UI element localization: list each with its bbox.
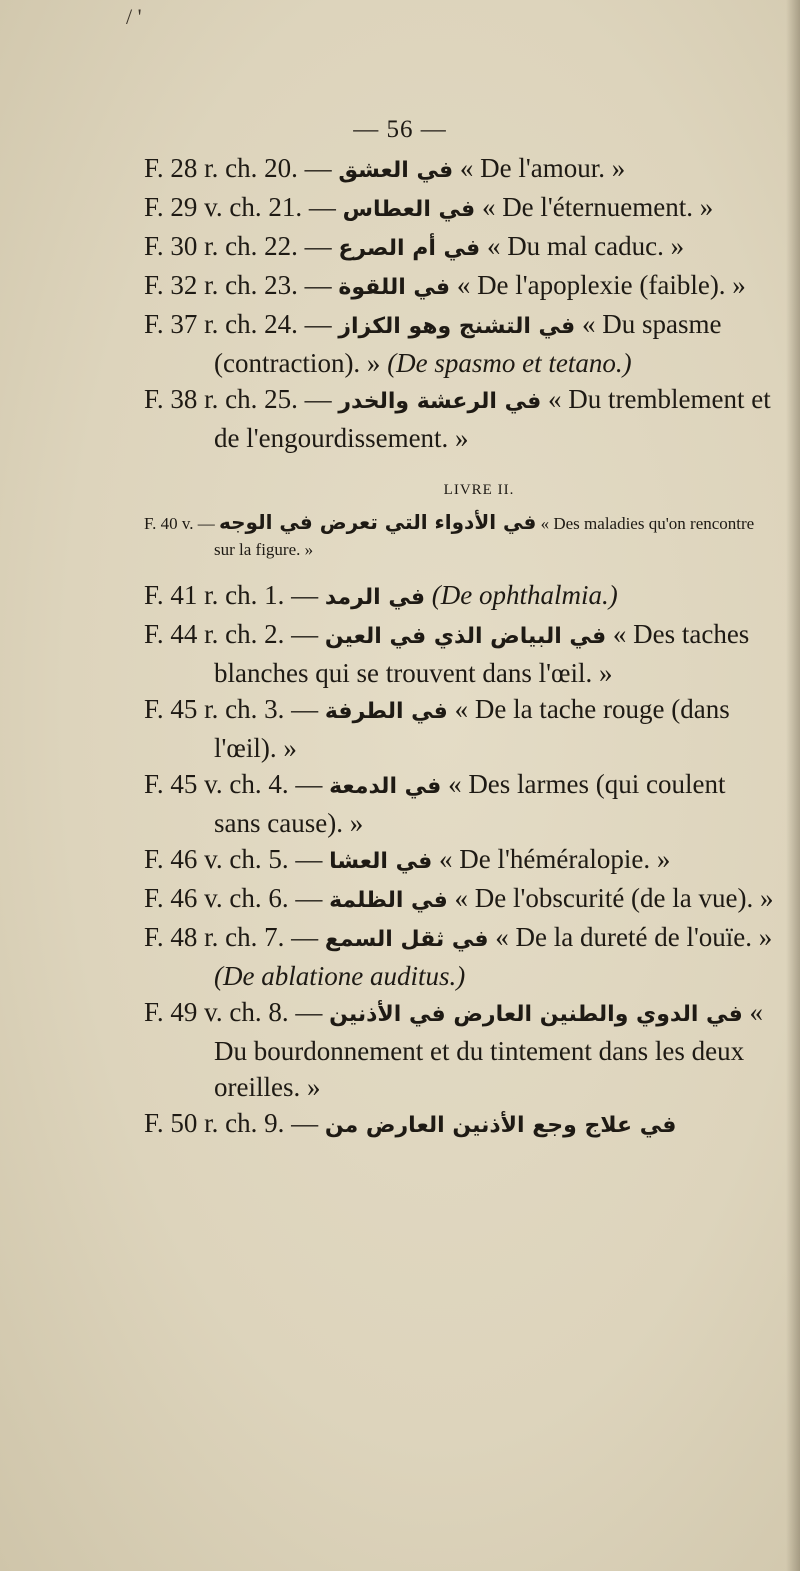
arabic-title: في العطاس	[342, 197, 476, 222]
french-translation: « De l'apoplexie (faible). »	[456, 270, 746, 300]
french-translation: « Des taches blanches qui se trouvent dans l'œil. »	[214, 619, 750, 688]
arabic-title: في العشا	[329, 849, 433, 874]
page-number: — 56 —	[353, 116, 447, 143]
arabic-title: في الدمعة	[329, 774, 442, 799]
french-translation: « Du spasme (contraction). »	[214, 309, 722, 378]
arabic-title: في الظلمة	[329, 888, 448, 913]
catalogue-entries	[144, 150, 774, 1144]
arabic-title: في علاج وجع الأذنين العارض من	[324, 1113, 677, 1138]
french-translation: « De l'obscurité (de la vue). »	[454, 883, 774, 913]
arabic-title: في ثقل السمع	[324, 927, 489, 952]
folio-reference: F. 50 r. ch. 9. —	[144, 1108, 319, 1138]
folio-reference: F. 29 v. ch. 21. —	[144, 192, 336, 222]
french-translation: « Des larmes (qui coulent sans cause). »	[214, 769, 726, 838]
french-translation: « De l'éternuement. »	[481, 192, 714, 222]
french-translation: « De l'héméralopie. »	[439, 844, 671, 874]
stray-ink-mark: / '	[126, 4, 142, 29]
arabic-title: في البياض الذي في العين	[324, 624, 607, 649]
folio-reference: F. 45 r. ch. 3. —	[144, 694, 319, 724]
catalogue-entry	[144, 880, 774, 919]
folio-reference: F. 45 v. ch. 4. —	[144, 769, 323, 799]
folio-reference: F. 46 v. ch. 5. —	[144, 844, 323, 874]
arabic-title: في العشق	[338, 158, 454, 183]
arabic-title: في الرمد	[324, 585, 425, 610]
catalogue-entry	[144, 691, 774, 766]
book2-entry-list	[144, 577, 774, 1144]
french-translation: « De la dureté de l'ouïe. »	[495, 922, 773, 952]
folio-reference: F. 32 r. ch. 23. —	[144, 270, 332, 300]
catalogue-entry	[144, 616, 774, 691]
folio-reference: F. 38 r. ch. 25. —	[144, 384, 332, 414]
catalogue-entry	[144, 841, 774, 880]
french-translation: « De la tache rouge (dans l'œil). »	[214, 694, 730, 763]
folio-reference: F. 40 v. —	[144, 514, 215, 533]
folio-reference: F. 41 r. ch. 1. —	[144, 580, 319, 610]
arabic-title: في اللقوة	[338, 275, 451, 300]
arabic-title: في الدوي والطنين العارض في الأذنين	[329, 1002, 743, 1027]
catalogue-entry	[144, 381, 774, 456]
catalogue-entry	[144, 919, 774, 994]
latin-title: (De ablatione auditus.)	[214, 961, 466, 991]
arabic-title: في أم الصرع	[338, 236, 481, 261]
folio-reference: F. 49 v. ch. 8. —	[144, 997, 323, 1027]
book2-intro-entry	[144, 509, 774, 563]
latin-title: (De spasmo et tetano.)	[387, 348, 632, 378]
catalogue-entry	[144, 577, 774, 616]
folio-reference: F. 37 r. ch. 24. —	[144, 309, 332, 339]
french-translation: « Du bourdonnement et du tintement dans les deux oreilles. »	[214, 997, 763, 1102]
catalogue-entry	[144, 766, 774, 841]
catalogue-entry	[144, 1105, 774, 1144]
page-edge-shadow	[786, 0, 800, 1571]
catalogue-entry	[144, 150, 774, 189]
folio-reference: F. 44 r. ch. 2. —	[144, 619, 319, 649]
latin-title: (De ophthalmia.)	[431, 580, 618, 610]
catalogue-entry	[144, 994, 774, 1105]
section-title: LIVRE II.	[443, 482, 515, 498]
french-translation: « Du mal caduc. »	[486, 231, 685, 261]
folio-reference: F. 28 r. ch. 20. —	[144, 153, 332, 183]
arabic-title: في الأدواء التي تعرض في الوجه	[219, 510, 537, 534]
french-translation: « De l'amour. »	[459, 153, 626, 183]
arabic-title: في الرعشة والخدر	[338, 389, 542, 414]
french-translation: « Des maladies qu'on rencontre sur la figure. »	[214, 514, 755, 559]
french-translation: « Du tremblement et de l'engourdissement. »	[214, 384, 771, 453]
arabic-title: في التشنج وهو الكزاز	[338, 314, 576, 339]
catalogue-entry	[144, 189, 774, 228]
folio-reference: F. 46 v. ch. 6. —	[144, 883, 323, 913]
catalogue-entry	[144, 306, 774, 381]
book1-entry-list	[144, 150, 774, 456]
arabic-title: في الطرفة	[324, 699, 448, 724]
catalogue-entry	[144, 228, 774, 267]
folio-reference: F. 48 r. ch. 7. —	[144, 922, 319, 952]
folio-reference: F. 30 r. ch. 22. —	[144, 231, 332, 261]
catalogue-entry	[144, 267, 774, 306]
